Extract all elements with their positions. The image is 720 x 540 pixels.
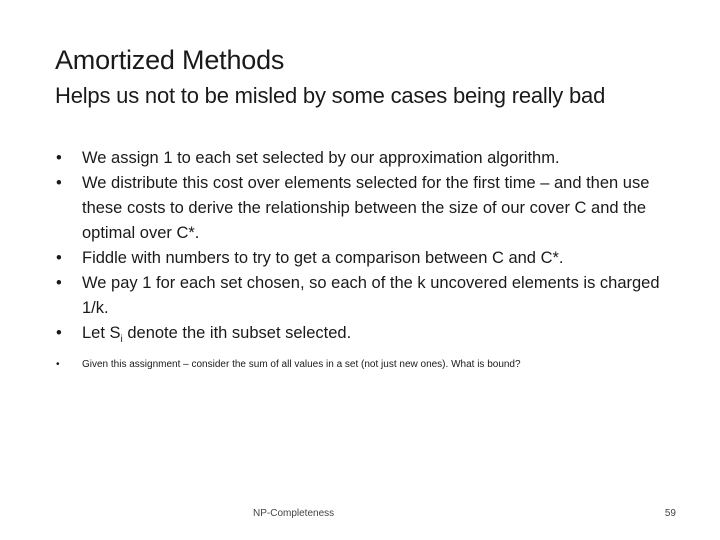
bullet-list [56,146,661,372]
bullet-icon: • [56,274,62,292]
bullet-item [56,271,661,321]
slide-title: Amortized Methods [55,45,285,75]
bullet-item-small [56,358,661,372]
slide-title-block [55,44,675,109]
bullet-item [56,146,661,171]
bullet-text-part: Let S [82,324,121,342]
bullet-item [56,246,661,271]
bullet-item [56,321,661,348]
bullet-icon: • [56,174,62,192]
footer-title: NP-Completeness [253,508,335,519]
slide-subtitle: Helps us not to be misled by some cases being really bad [55,83,606,108]
bullet-text: Fiddle with numbers to try to get a comparison between C and C*. [82,249,564,267]
bullet-text: We pay 1 for each set chosen, so each of the k uncovered elements is charged 1/k. [82,274,660,317]
subscript-i: i [120,334,123,345]
bullet-text: We distribute this cost over elements selected for the first time – and then use these costs to derive the relationship between the size of our cover C and the optimal over C*. [82,174,650,242]
bullet-item [56,171,661,246]
bullet-text: Given this assignment – consider the sum of all values in a set (not just new ones). What is bound? [82,359,521,370]
bullet-text-part: denote the ith subset selected. [122,324,352,342]
page-number: 59 [664,508,676,519]
bullet-icon: • [56,324,62,342]
bullet-icon: • [56,359,60,370]
bullet-icon: • [56,149,62,167]
bullet-icon: • [56,249,62,267]
bullet-text: We assign 1 to each set selected by our approximation algorithm. [82,149,560,167]
